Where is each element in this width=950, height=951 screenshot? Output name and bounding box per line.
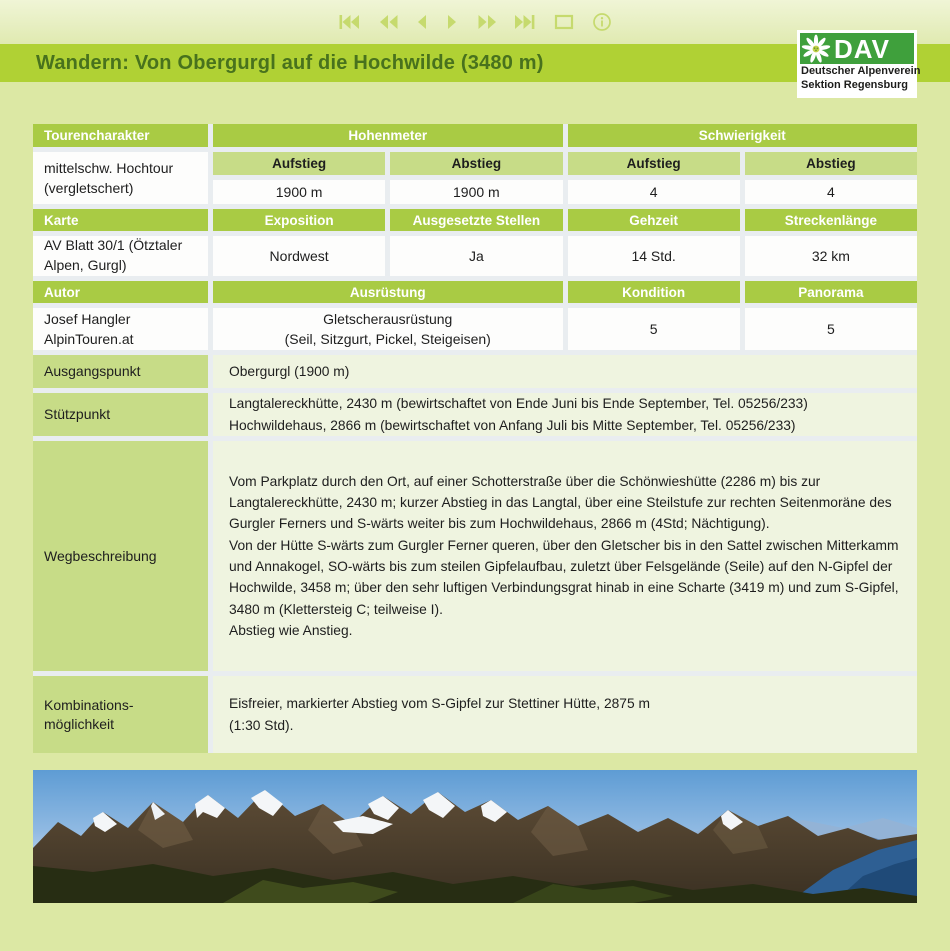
info-icon[interactable]	[592, 12, 612, 32]
subheader-schwierigkeit-aufstieg: Aufstieg	[568, 152, 740, 175]
schwierigkeit-aufstieg-value: 4	[568, 180, 740, 204]
header-streckenlaenge: Streckenlänge	[745, 209, 917, 231]
dav-org-name: Deutscher Alpenverein	[801, 65, 921, 77]
previous-icon[interactable]	[416, 12, 428, 32]
header-ausruestung: Ausrüstung	[213, 281, 563, 303]
tour-table	[33, 124, 917, 753]
panorama-value: 5	[745, 308, 917, 350]
stuetzpunkt-value: Langtalereckhütte, 2430 m (bewirtschaftet von Ende Juni bis Ende September, Tel. 05256/233) Hochwildehaus, 2866 m (bewirtschaftet von Anfang Juli bis Mitte September, Tel. 05256/233)	[213, 393, 917, 436]
autor-value: Josef Hangler AlpinTouren.at	[33, 308, 208, 350]
dav-abbr: DAV	[834, 33, 890, 64]
header-panorama: Panorama	[745, 281, 917, 303]
header-autor: Autor	[33, 281, 208, 303]
streckenlaenge-value: 32 km	[745, 236, 917, 276]
header-gehzeit: Gehzeit	[568, 209, 740, 231]
header-exposition: Exposition	[213, 209, 385, 231]
ausruestung-value: Gletscherausrüstung (Seil, Sitzgurt, Pickel, Steigeisen)	[213, 308, 563, 350]
label-stuetzpunkt: Stützpunkt	[33, 393, 208, 436]
kombinationsmoeglichkeit-value: Eisfreier, markierter Abstieg vom S-Gipfel zur Stettiner Hütte, 2875 m (1:30 Std).	[213, 676, 917, 753]
ausgangspunkt-value: Obergurgl (1900 m)	[213, 355, 917, 388]
subheader-schwierigkeit-abstieg: Abstieg	[745, 152, 917, 175]
window-icon[interactable]	[554, 12, 574, 32]
exposition-value: Nordwest	[213, 236, 385, 276]
hohenmeter-aufstieg-value: 1900 m	[213, 180, 385, 204]
subheader-hohenmeter-aufstieg: Aufstieg	[213, 152, 385, 175]
label-ausgangspunkt: Ausgangspunkt	[33, 355, 208, 388]
kondition-value: 5	[568, 308, 740, 350]
mountain-panorama-photo	[33, 770, 917, 903]
label-wegbeschreibung: Wegbeschreibung	[33, 441, 208, 671]
rewind-icon[interactable]	[378, 12, 398, 32]
dav-logo-band	[800, 33, 914, 64]
hohenmeter-abstieg-value: 1900 m	[390, 180, 562, 204]
page-title: Wandern: Von Obergurgl auf die Hochwilde (3480 m)	[36, 52, 544, 74]
header-tourencharakter: Tourencharakter	[33, 124, 208, 147]
fast-forward-icon[interactable]	[476, 12, 496, 32]
skip-start-icon[interactable]	[338, 12, 360, 32]
dav-section-name: Sektion Regensburg	[801, 79, 908, 92]
header-hohenmeter: Hohenmeter	[213, 124, 563, 147]
wegbeschreibung-value: Vom Parkplatz durch den Ort, auf einer Schotterstraße über die Schönwieshütte (2286 m) bis zur Langtalereckhütte, 2430 m; kurzer Abstieg in das Langtal, über eine Steilstufe zur rechten Seitenmoräne des Gurgler Ferners und S-wärts weiter bis zum Hochwildehaus, 2866 m (4Std; Nächtigung). Von der Hütte S-wärts zum Gurgler Ferner queren, über den Gletscher bis in den Sattel zwischen Mitterkamm und Annakogel, SO-wärts bis zum steilen Gipfelaufbau, zuletzt über Felsgelände (Seile) auf den N-Gipfel der Hochwilde, 3458 m; über den sehr luftigen Verbindungsgrat hinab in eine Scharte (3419 m) und zum S-Gipfel, 3480 m (Klettersteig C; teilweise I). Abstieg wie Anstieg.	[213, 441, 917, 671]
edelweiss-icon	[801, 34, 831, 64]
ausgesetzte-stellen-value: Ja	[390, 236, 562, 276]
label-kombinationsmoeglichkeit: Kombinations- möglichkeit	[33, 676, 208, 753]
gehzeit-value: 14 Std.	[568, 236, 740, 276]
header-ausgesetzte-stellen: Ausgesetzte Stellen	[390, 209, 562, 231]
subheader-hohenmeter-abstieg: Abstieg	[390, 152, 562, 175]
schwierigkeit-abstieg-value: 4	[745, 180, 917, 204]
next-icon[interactable]	[446, 12, 458, 32]
dav-logo	[797, 30, 921, 98]
karte-value: AV Blatt 30/1 (Ötztaler Alpen, Gurgl)	[33, 236, 208, 276]
header-schwierigkeit: Schwierigkeit	[568, 124, 918, 147]
tourencharakter-value: mittelschw. Hochtour (vergletschert)	[33, 152, 208, 204]
header-kondition: Kondition	[568, 281, 740, 303]
header-karte: Karte	[33, 209, 208, 231]
skip-end-icon[interactable]	[514, 12, 536, 32]
